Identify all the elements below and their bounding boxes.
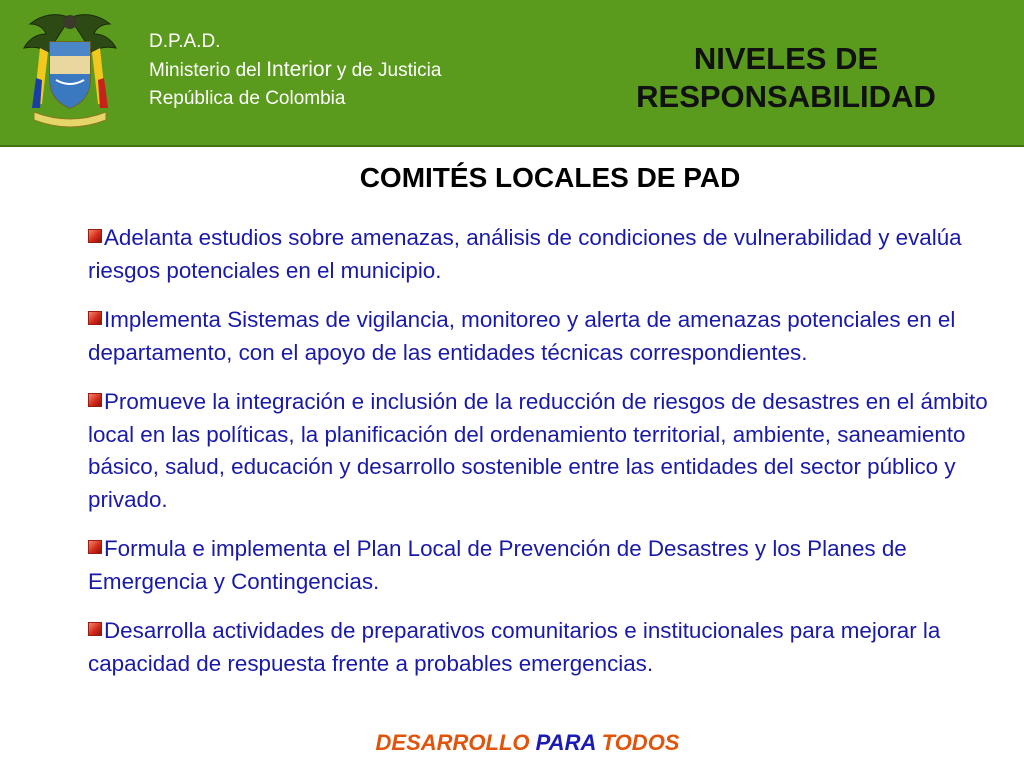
list-item: Adelanta estudios sobre amenazas, análisis de condiciones de vulnerabilidad y evalúa riesgos potenciales en el municipio. [88, 225, 962, 283]
slogan-word-para: PARA [535, 730, 596, 755]
square-bullet-icon [88, 622, 102, 636]
footer-slogan [0, 730, 1024, 756]
slogan-word-todos: TODOS [601, 730, 680, 755]
list-item: Desarrolla actividades de preparativos comunitarios e institucionales para mejorar la capacidad de respuesta frente a probables emergencias. [88, 618, 941, 676]
coat-of-arms-icon [20, 8, 120, 136]
bullet-list [88, 222, 1013, 697]
slide-title: NIVELES DE RESPONSABILIDAD [636, 41, 936, 114]
list-item: Implementa Sistemas de vigilancia, monitoreo y alerta de amenazas potenciales en el departamento, con el apoyo de las entidades técnicas correspondientes. [88, 307, 956, 365]
org-acronym: D.P.A.D. [149, 31, 221, 52]
section-heading: COMITÉS LOCALES DE PAD [359, 162, 741, 193]
list-item: Formula e implementa el Plan Local de Prevención de Desastres y los Planes de Emergencia y Contingencias. [88, 536, 907, 594]
slogan-word-desarrollo: DESARROLLO [375, 730, 530, 755]
square-bullet-icon [88, 311, 102, 325]
square-bullet-icon [88, 393, 102, 407]
org-country: República de Colombia [149, 88, 346, 109]
square-bullet-icon [88, 229, 102, 243]
list-item: Promueve la integración e inclusión de la reducción de riesgos de desastres en el ámbito local en las políticas, la planificación del ordenamiento territorial, ambiente, saneamiento básico, salud, educación y desarrollo sostenible entre las entidades del sector público y privado. [88, 389, 988, 512]
organization-block [149, 28, 441, 113]
square-bullet-icon [88, 540, 102, 554]
org-ministry: Ministerio del Interior y de Justicia [149, 58, 442, 81]
header-banner [0, 0, 1024, 147]
